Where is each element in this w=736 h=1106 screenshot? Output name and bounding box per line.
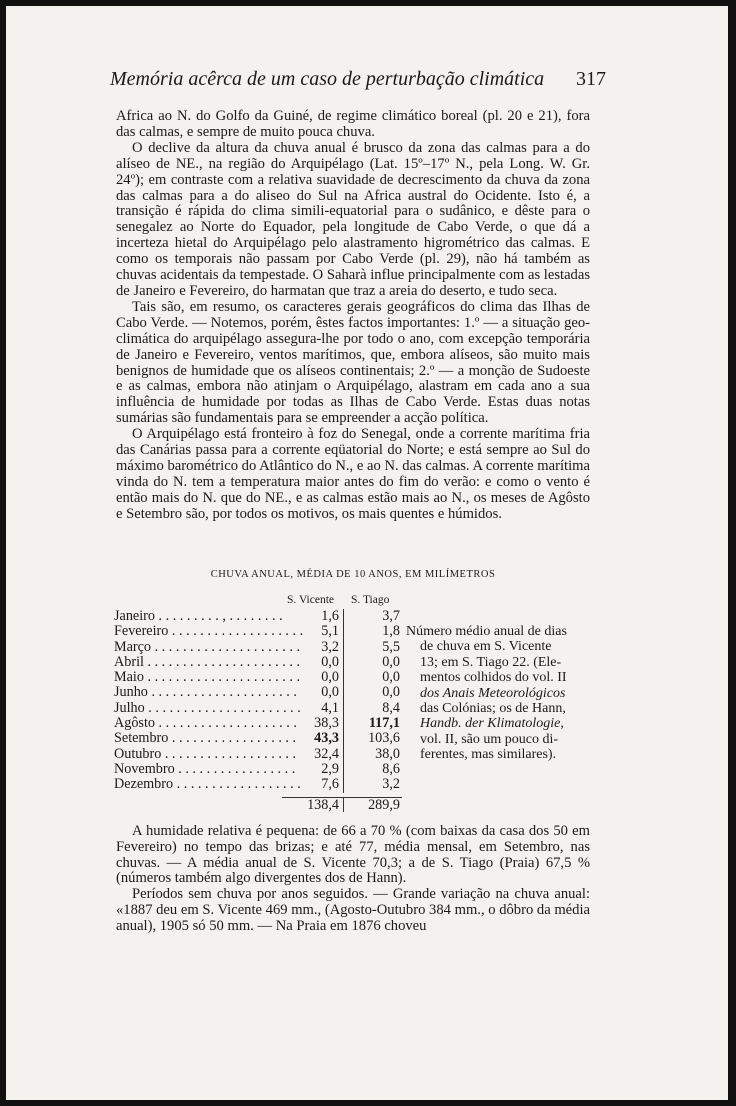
note-line: Número médio anual de dias: [406, 624, 567, 639]
value-cell: 8,6: [343, 762, 402, 777]
note-line: Handb. der Klimatologie,: [420, 716, 564, 732]
value-cell: 117,1: [343, 716, 402, 731]
month-cell: Junho . . . . . . . . . . . . . . . . . . . . .: [114, 684, 297, 701]
table-row: [114, 624, 414, 639]
note-line: dos Anais Meteorológicos: [420, 685, 566, 701]
value-cell: 38,3: [314, 715, 339, 732]
total-label-cell: [114, 797, 282, 812]
table-title: CHUVA ANUAL, MÉDIA DE 10 ANOS, EM MILÍMETROS: [210, 569, 496, 580]
value-cell: 0,0: [343, 670, 402, 685]
month-cell: Março . . . . . . . . . . . . . . . . . . . . .: [114, 638, 300, 655]
value-cell: 3,7: [343, 609, 402, 624]
body-text-bottom: [116, 824, 590, 935]
column-header-s-vicente: S. Vicente: [287, 594, 335, 606]
month-cell: Janeiro . . . . . . . . . , . . . . . . . .: [114, 608, 283, 624]
value-cell: 43,3: [314, 730, 339, 747]
value-cell: 5,5: [343, 640, 402, 655]
paragraph: O Arquipélago está fronteiro à foz do Senegal, onde a corrente marítima fria das Canárias passa para a corrente eqüatorial do Norte; e está sempre ao Sul do máximo barométrico do Atlântico do N., e ao N. das calmas. A corrente marítima vinda do N. tem a temperatura maior antes do fim do verão: e como o vento é então mais do N. que do NE., e as calmas estão mais ao N., os meses de Agôsto e Setembro são, por todos os motivos, os mais quentes e húmidos.: [116, 426, 590, 522]
value-cell: 0,0: [321, 684, 339, 701]
note-line: 13; em S. Tiago 22. (Ele-: [420, 654, 562, 670]
table-row: [114, 777, 414, 792]
running-header: [110, 68, 606, 91]
table-row: [114, 670, 414, 685]
value-cell: 0,0: [321, 669, 339, 686]
value-cell: 8,4: [343, 701, 402, 716]
total-s-tiago: 289,9: [343, 797, 402, 812]
value-cell: 32,4: [314, 745, 339, 762]
table-row: [114, 655, 414, 670]
value-cell: 38,0: [343, 747, 402, 762]
value-cell: 0,0: [343, 655, 402, 670]
value-cell: 2,9: [321, 760, 339, 777]
note-line: das Colónias; os de Hann,: [420, 701, 566, 717]
column-header-s-tiago: S. Tiago: [351, 594, 390, 606]
table-row: [114, 701, 414, 716]
body-text-top: [116, 109, 590, 523]
table-row: [114, 716, 414, 731]
note-line: mentos colhidos do vol. II: [420, 670, 567, 686]
value-cell: 7,6: [321, 776, 339, 793]
value-cell: 3,2: [321, 638, 339, 655]
month-cell: Outubro . . . . . . . . . . . . . . . . . . .: [114, 745, 297, 762]
month-cell: Julho . . . . . . . . . . . . . . . . . . . . . .: [114, 699, 301, 716]
month-cell: Abril . . . . . . . . . . . . . . . . . . . . . .: [114, 653, 301, 670]
paragraph: Tais são, em resumo, os caracteres gerais geográficos do clima das Ilhas de Cabo Verde. — Notemos, porém, êstes factos importantes: 1.º — a situação geo-climática do arquipélago assegura-lhe por todo o ano, com excepção temporária de Janeiro e Fevereiro, ventos marítimos, que, embora alíseos, são muito mais benignos de humidade que os alíseos continentais; 2.º — a monção de Sudoeste e as calmas, embora não atinjam o Arquipélago, alastram em cada ano a sua influência de humidade por todas as Ilhas de Cabo Verde. Estas duas notas sumárias são fundamentais para se empreender a acção política.: [116, 298, 590, 427]
table-total-row: [114, 797, 414, 812]
paragraph: O declive da altura da chuva anual é brusco da zona das calmas para a do alíseo de NE., na região do Arquipélago (Lat. 15º–17º N., pela Long. W. Gr. 24º); em contraste com a relativa suavidade de decrescimento da chuva da zona das calmas para a do aliseo do Sul na Africa austral do Ocidente. Isto é, a transição é rápida do clima simili-equatorial para o sudânico, e dêste para o senegalez ao Norte do Equador, pela longitude de Cabo Verde, o que dá a incerteza hietal do Arquipélago pelo alastramento higrométrico das calmas. E como os temporais não passam por Cabo Verde (pl. 29), não há também as chuvas acidentais da tempestade. O Saharà influe principalmente com as lestadas de Janeiro e Fevereiro, do harmatan que traz a areia do deserto, e tudo seca.: [116, 139, 590, 299]
table-side-note: [406, 624, 592, 763]
paragraph: Períodos sem chuva por anos seguidos. — Grande variação na chuva anual: «1887 deu em S. Vicente 469 mm., (Agosto-Outubro 384 mm., o dôbro da média anual), 1905 só 50 mm. — Na Praia em 1876 choveu: [116, 886, 590, 934]
month-cell: Maio . . . . . . . . . . . . . . . . . . . . . .: [114, 669, 301, 686]
table-row: [114, 609, 414, 624]
value-cell: 1,8: [343, 624, 402, 639]
running-title: Memória acêrca de um caso de perturbação climática: [110, 68, 545, 90]
note-line: de chuva em S. Vicente: [420, 639, 552, 655]
month-cell: Novembro . . . . . . . . . . . . . . . . .: [114, 760, 296, 777]
rainfall-table: [114, 609, 414, 812]
book-page: [6, 6, 728, 1100]
page-number: 317: [576, 68, 606, 90]
table-row: [114, 747, 414, 762]
table-row: [114, 640, 414, 655]
value-cell: 103,6: [343, 731, 402, 746]
value-cell: 5,1: [321, 623, 339, 640]
value-cell: 0,0: [321, 653, 339, 670]
month-cell: Dezembro . . . . . . . . . . . . . . . . . .: [114, 776, 301, 793]
value-cell: 3,2: [343, 777, 402, 792]
value-cell: 0,0: [343, 685, 402, 700]
value-cell: 4,1: [321, 699, 339, 716]
paragraph: Africa ao N. do Golfo da Guiné, de regime climático boreal (pl. 20 e 21), fora das calmas, e sempre de muito pouca chuva.: [116, 108, 590, 140]
paragraph: A humidade relativa é pequena: de 66 a 70 % (com baixas da casa dos 50 em Fevereiro) no tempo das brizas; e até 77, média mensal, em Setembro, nas chuvas. — A média anual de S. Vicente 70,3; a de S. Tiago (Praia) 67,5 % (números também algo divergentes dos de Hann).: [116, 823, 590, 887]
table-row: [114, 685, 414, 700]
table-row: [114, 762, 414, 777]
table-row: [114, 731, 414, 746]
note-line: ferentes, mas similares).: [420, 747, 557, 763]
month-cell: Agôsto . . . . . . . . . . . . . . . . . . . .: [114, 715, 297, 732]
month-cell: Fevereiro . . . . . . . . . . . . . . . . . . .: [114, 623, 304, 640]
total-s-vicente: 138,4: [282, 797, 343, 812]
month-cell: Setembro . . . . . . . . . . . . . . . . . .: [114, 730, 297, 747]
value-cell: 1,6: [321, 608, 339, 624]
note-line: vol. II, são um pouco di-: [420, 731, 559, 747]
